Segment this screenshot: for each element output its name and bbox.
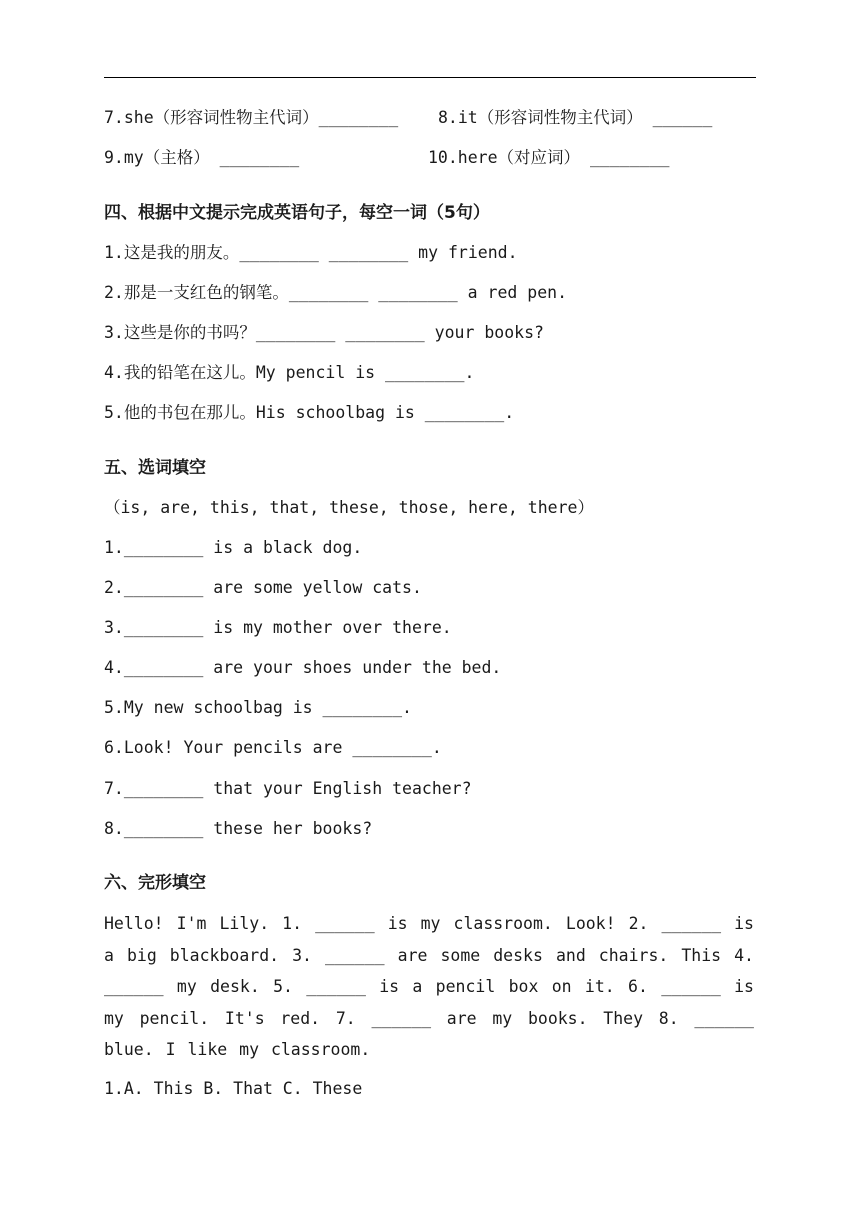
section-5-item: 7.________ that your English teacher? <box>104 779 472 798</box>
top-divider <box>104 77 756 78</box>
section-5-item: 6.Look! Your pencils are ________. <box>104 738 442 757</box>
section-6-title: 六、完形填空 <box>104 873 206 893</box>
section-4-item: 5.他的书包在那儿。His schoolbag is ________. <box>104 403 515 422</box>
section-5-item: 2.________ are some yellow cats. <box>104 578 422 597</box>
question-7: 7.she（形容词性物主代词）________ <box>104 108 399 127</box>
word-bank: （is, are, this, that, these, those, here, there） <box>104 498 594 517</box>
section-4-item: 3.这些是你的书吗？________ ________ your books? <box>104 323 544 342</box>
section-5-title: 五、选词填空 <box>104 458 206 478</box>
section-5-item: 1.________ is a black dog. <box>104 538 363 557</box>
question-10: 10.here（对应词） ________ <box>428 148 670 167</box>
section-5-item: 4.________ are your shoes under the bed. <box>104 658 502 677</box>
section-4-title: 四、根据中文提示完成英语句子，每空一词（5句） <box>104 203 490 223</box>
cloze-passage: Hello! I'm Lily. 1. ______ is my classroom. Look! 2. ______ is a big blackboard. 3. ______ are some desks and chairs. This 4. ______ my desk. 5. ______ is a pencil box on it. 6. ______ is my pencil. It's red. 7. ______ are my books. They 8. ______ blue. I like my classroom. <box>104 914 754 1059</box>
section-4-item: 1.这是我的朋友。________ ________ my friend. <box>104 243 518 262</box>
section-5-item: 5.My new schoolbag is ________. <box>104 698 412 717</box>
section-4-item: 4.我的铅笔在这儿。My pencil is ________. <box>104 363 475 382</box>
section-5-item: 3.________ is my mother over there. <box>104 618 452 637</box>
section-5-item: 8.________ these her books? <box>104 819 373 838</box>
section-4-item: 2.那是一支红色的钢笔。________ ________ a red pen. <box>104 283 568 302</box>
cloze-q1-options: 1.A. This B. That C. These <box>104 1079 363 1098</box>
question-8: 8.it（形容词性物主代词） ______ <box>438 108 713 127</box>
question-9: 9.my（主格） ________ <box>104 148 300 167</box>
